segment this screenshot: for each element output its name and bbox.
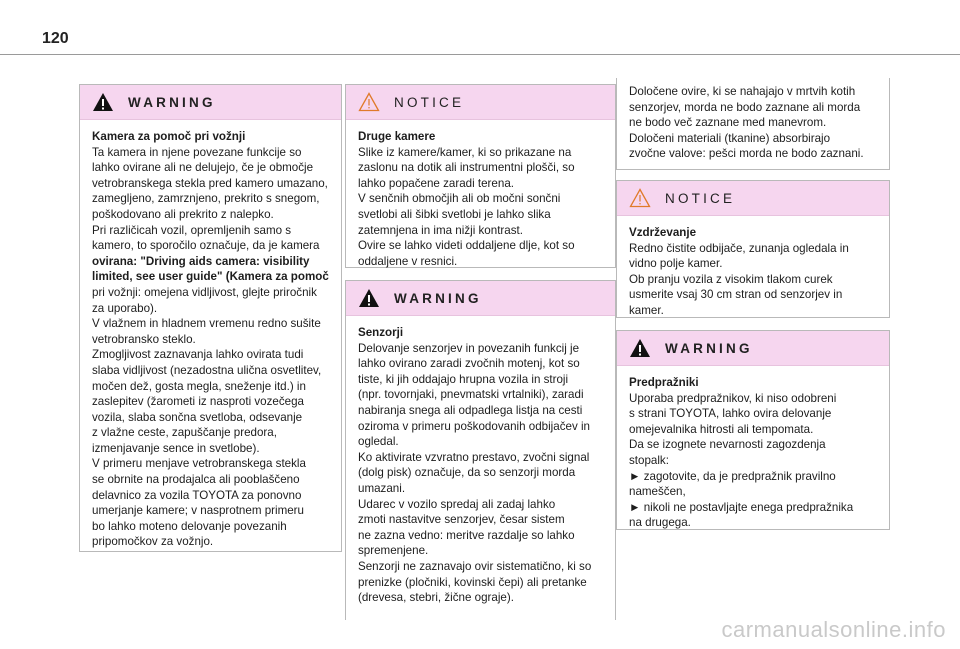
text-line: ne zazna vedno: meritve razdalje so lahko xyxy=(358,528,575,542)
text-line: spremenjene. xyxy=(358,544,429,558)
text-line: senzorjev, morda ne bodo zaznane ali morda xyxy=(629,100,861,114)
text-line: umazani. xyxy=(358,481,406,495)
text-line: V vlažnem in hladnem vremenu redno sušite xyxy=(92,317,321,331)
text-line: bo lahko moteno delovanje povezanih xyxy=(92,519,287,533)
text-line: Določeni materiali (tkanine) absorbirajo xyxy=(629,131,831,145)
notice-body xyxy=(617,216,889,327)
text-line: zaslonu na dotik ali instrumentni plošči, so xyxy=(358,161,575,175)
notice-label: NOTICE xyxy=(394,94,465,110)
text-line: Določene ovire, ki se nahajajo v mrtvih kotih xyxy=(629,85,856,98)
notice-label: NOTICE xyxy=(665,190,736,206)
section-title: Kamera za pomoč pri vožnji xyxy=(92,130,246,143)
warning-label: WARNING xyxy=(128,94,216,110)
text-line: vetrobranskega stekla pred kamero umazano, xyxy=(92,176,328,190)
text-line: Ovire se lahko videti oddaljene dlje, kot so xyxy=(358,239,575,253)
page-number: 120 xyxy=(42,30,69,47)
text-line: oddaljene v resnici. xyxy=(358,254,458,268)
text-line: zmoti nastavitve senzorjev, česar sistem xyxy=(358,513,565,527)
warning-header xyxy=(80,85,341,120)
text-line: pri vožnji: omejena vidljivost, glejte priročnik xyxy=(92,285,317,299)
text-line: ► zagotovite, da je predpražnik pravilno xyxy=(629,469,836,483)
section-title: Vzdrževanje xyxy=(629,226,697,239)
text-line-bold: limited, see user guide" (Kamera za pomoč xyxy=(92,270,329,284)
warning-header xyxy=(346,281,615,316)
text-line: umerjanje kamere; v nasprotnem primeru xyxy=(92,504,304,518)
warning-body xyxy=(346,316,615,614)
notice-header xyxy=(617,181,889,216)
text-line: lahko ovirano zaradi zvočnih motenj, kot so xyxy=(358,357,580,371)
section-title: Senzorji xyxy=(358,326,404,339)
warning-header xyxy=(617,331,889,366)
warning-triangle-icon xyxy=(629,338,651,358)
text-line: (drevesa, stebri, žične ograje). xyxy=(358,591,514,605)
text-line: V primeru menjave vetrobranskega stekla xyxy=(92,457,306,471)
notice-body xyxy=(346,120,615,277)
text-line: (npr. tovornjaki, pnevmatski vrtalniki), zaradi xyxy=(358,388,584,402)
text-line: prenizke (pločniki, kovinski čepi) ali pretanke xyxy=(358,575,587,589)
text-line: kamero, to sporočilo označuje, da je kamera xyxy=(92,239,320,253)
text-line: tiste, ki jih oddajajo hrupna vozila in stroji xyxy=(358,372,569,386)
text-line: svetlobi ali šibki svetlobi je lahko slika xyxy=(358,207,551,221)
text-line: V senčnih območjih ali ob močni sončni xyxy=(358,192,561,206)
text-line: usmerite vsaj 30 cm stran od senzorjev in xyxy=(629,288,843,302)
notice-triangle-icon xyxy=(629,188,651,208)
warning-body xyxy=(617,366,889,539)
text-line: slaba vidljivost (nezadostna ulična osvetlitev, xyxy=(92,363,322,377)
notice-box-maintenance xyxy=(616,180,890,318)
text-line: Ob pranju vozila z visokim tlakom curek xyxy=(629,272,833,286)
text-line: Zmogljivost zaznavanja lahko ovirata tudi xyxy=(92,348,304,362)
warning-label: WARNING xyxy=(665,340,753,356)
text-line: zaslepitev (žarometi iz nasproti vozečega xyxy=(92,395,305,409)
warning-box-sensors xyxy=(345,280,616,620)
text-line: oziroma v primeru poškodovanih odbijačev in xyxy=(358,419,590,433)
text-line: (dolg pisk) označuje, da so senzorji morda xyxy=(358,466,576,480)
warning-triangle-icon xyxy=(92,92,114,112)
text-line: Da se izognete nevarnosti zagozdenja xyxy=(629,438,826,452)
text-line: Udarec v vozilo spredaj ali zadaj lahko xyxy=(358,497,556,511)
text-line: za uporabo). xyxy=(92,301,158,315)
text-line: močen dež, gosta megla, sneženje itd.) in xyxy=(92,379,306,393)
text-line: delavnico za vozila TOYOTA za ponovno xyxy=(92,488,302,502)
text-line: ogledal. xyxy=(358,435,399,449)
text-line: na drugega. xyxy=(629,516,691,530)
text-line: se obrnite na prodajalca ali pooblaščeno xyxy=(92,473,300,487)
text-line: ne bodo več zaznane med manevrom. xyxy=(629,116,827,130)
text-line: zvočne valove: pešci morda ne bodo zaznani. xyxy=(629,147,864,161)
warning-box-camera xyxy=(79,84,342,552)
text-line: Redno čistite odbijače, zunanja ogledala in xyxy=(629,241,849,255)
text-line: Delovanje senzorjev in povezanih funkcij je xyxy=(358,341,580,355)
text-line: nameščen, xyxy=(629,485,686,499)
text-line: z vlažne ceste, zapuščanje predora, xyxy=(92,426,277,440)
text-line: stopalk: xyxy=(629,453,669,467)
text-line: omejevalnika hitrosti ali tempomata. xyxy=(629,422,814,436)
header-rule xyxy=(0,54,960,55)
text-line: zatemnjena in ima nižji kontrast. xyxy=(358,223,523,237)
text-line: pripomočkov za vožnjo. xyxy=(92,535,214,549)
notice-header xyxy=(346,85,615,120)
text-line: ► nikoli ne postavljajte enega predpražnika xyxy=(629,500,854,514)
text-line: Pri različicah vozil, opremljenih samo s xyxy=(92,223,292,237)
warning-box-mats xyxy=(616,330,890,530)
text-line: Ta kamera in njene povezane funkcije so xyxy=(92,145,302,159)
text-line: nabiranja snega ali odpadlega listja na cesti xyxy=(358,403,583,417)
text-line: zamegljeno, zamrznjeno, prekrito s snegom, xyxy=(92,192,320,206)
section-title: Predpražniki xyxy=(629,376,699,389)
notice-triangle-icon xyxy=(358,92,380,112)
text-line: Uporaba predpražnikov, ki niso odobreni xyxy=(629,391,837,405)
text-line: lahko ovirane ali ne delujejo, če je območje xyxy=(92,161,314,175)
text-line: Ko aktivirate vzvratno prestavo, zvočni signal xyxy=(358,450,590,464)
text-line: vetrobransko steklo. xyxy=(92,332,196,346)
text-line: lahko popačene zaradi terena. xyxy=(358,176,514,190)
text-line: izmenjavanje sence in svetlobe). xyxy=(92,441,260,455)
notice-box-cameras xyxy=(345,84,616,268)
text-line: Senzorji ne zaznavajo ovir sistematično, ki so xyxy=(358,559,592,573)
text-line-bold: ovirana: "Driving aids camera: visibility xyxy=(92,254,310,268)
warning-body xyxy=(80,120,341,558)
text-line: Slike iz kamere/kamer, ki so prikazane na xyxy=(358,145,572,159)
warning-label: WARNING xyxy=(394,290,482,306)
watermark-text: carmanualsonline.info xyxy=(721,617,946,642)
text-line: vidno polje kamer. xyxy=(629,257,723,271)
text-line: poškodovano ali prekrito z nalepko. xyxy=(92,207,274,221)
continued-text-box xyxy=(616,78,890,170)
text-line: vozila, slaba sončna svetloba, odsevanje xyxy=(92,410,303,424)
warning-triangle-icon xyxy=(358,288,380,308)
text-line: s strani TOYOTA, lahko ovira delovanje xyxy=(629,407,832,421)
text-line: kamer. xyxy=(629,303,664,317)
section-title: Druge kamere xyxy=(358,130,436,143)
